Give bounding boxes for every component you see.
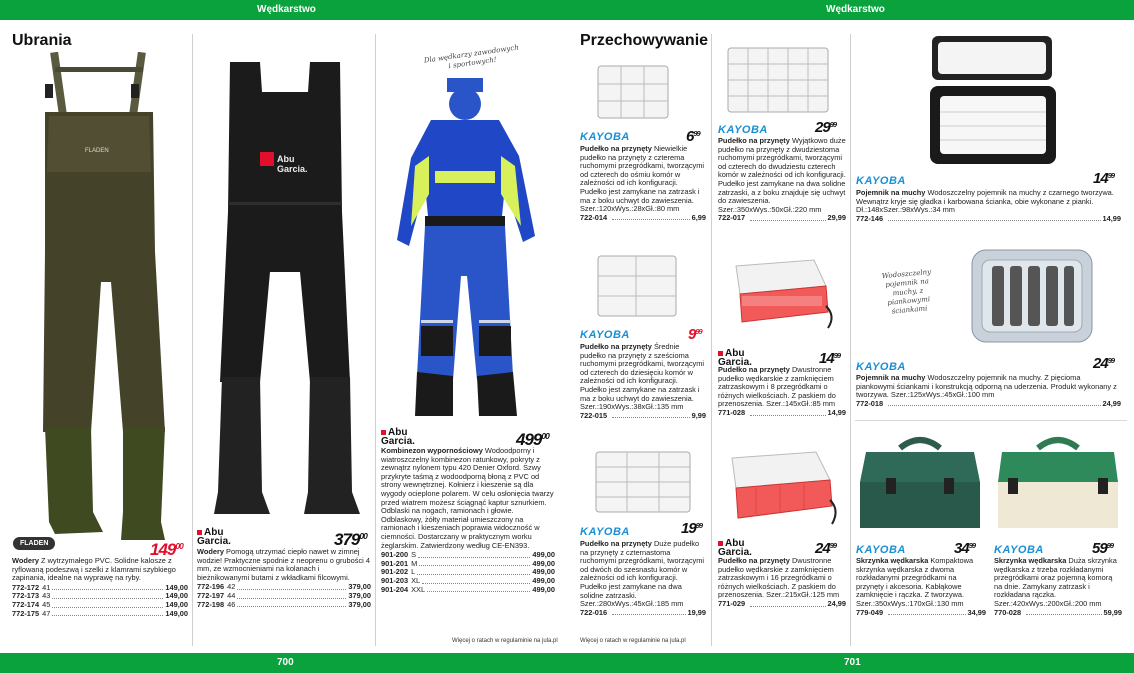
table-row: 779-049 34,99 — [856, 607, 986, 617]
installments-note: Więcej o ratach w regulaminie na jula.pl — [580, 638, 686, 644]
suit-price: $499^{00}$ — [516, 430, 549, 449]
svg-text:Abu: Abu — [277, 154, 295, 164]
box2-info: Pudełko na przynęty Średnie pudełko na przynęty z sześcioma ruchomymi przegródkami, tworzącymi od czterech do dziesięciu komór w zależności od ich konfiguracji. Pudełko jest zamykane na zatrzask i ma z boku uchwyt do zawieszenia. Szer.:190xWys.:38xGł.:135 mm 722-015 9,99 — [580, 342, 706, 420]
column-divider — [192, 34, 193, 646]
suit-handwritten-note: Dla wędkarzy zawodowych i sportowych! — [423, 43, 520, 71]
kayoba-logo: KAYOBA — [994, 544, 1044, 556]
fly-box-black-image — [928, 34, 1058, 166]
kayoba-logo: KAYOBA — [580, 131, 630, 143]
table-row: 771-028 14,99 — [718, 407, 846, 417]
flotation-suit-image — [395, 76, 545, 422]
svg-text:Garcia.: Garcia. — [277, 164, 308, 174]
fly-box-foam-image — [970, 248, 1094, 344]
fladen-logo: FLADEN — [13, 537, 55, 550]
fly1-info: Pojemnik na muchy Wodoszczelny pojemnik na muchy z czarnego tworzywa. Wewnątrz kryje się gładka i karbowana ścianka, obie wykonane z pianki. Dł.:148xSzer.:98xWys.:34 mm 772-146 14,99 — [856, 188, 1121, 223]
table-row: 772-018 24,99 — [856, 398, 1121, 408]
box4-info: Pudełko na przynęty Wyjątkowo duże pudełko na przynęty z dwudziestoma ruchomymi przegródkami, tworzącymi od czterech do dwudziestu czterech komór w zależności od ich konfiguracji. Pudełko jest zamykane na dwa solidne zatrzaski, a z boku znajduje się uchwyt do zawieszenia. Szer.:350xWys.:50xGł.:220 mm 722-017 29,99 — [718, 136, 846, 223]
table-row: 901-203 XL 499,00 — [381, 575, 555, 585]
page-number-left: 700 — [277, 657, 294, 668]
table-row: 901-201 M 499,00 — [381, 558, 555, 568]
abu-garcia-logo: Abu Garcia. — [197, 527, 231, 547]
tackle2-price: $59^{99}$ — [1092, 540, 1114, 557]
box5-info: Pudełko na przynęty Dwustronne pudełko wędkarskie z zamknięciem zatrzaskowym i 8 przegródkami o różnych wielkościach. Z paskiem do przenoszenia. Szer.:145xGł.:85 mm 771-028 14,99 — [718, 365, 846, 417]
table-row: 770-028 59,99 — [994, 607, 1122, 617]
section-title-clothing: Ubrania — [12, 32, 72, 49]
kayoba-logo: KAYOBA — [856, 544, 906, 556]
box2-price: $9^{99}$ — [688, 326, 702, 343]
tackle2-info: Skrzynka wędkarska Duża skrzynka wędkarska z trzeba rozkładanymi przegródkami oraz pojemną komorą na dnie. Zamykany zatrzask i rozkładana rączka. Szer.:420xWys.:200xGł.:200 mm 770-028 59,99 — [994, 556, 1122, 617]
table-row: 722-015 9,99 — [580, 410, 706, 420]
column-divider — [850, 34, 851, 646]
installments-note: Więcej o ratach w regulaminie na jula.pl — [452, 638, 558, 644]
footer-band — [0, 653, 1134, 673]
lure-box-xl-image — [726, 46, 830, 114]
header-category-left: Wędkarstwo — [257, 4, 316, 15]
table-row: 901-200 S 499,00 — [381, 550, 555, 560]
kayoba-logo: KAYOBA — [580, 329, 630, 341]
table-row: 772-198 46 379,00 — [197, 599, 371, 609]
table-row: 772-196 42 379,00 — [197, 582, 371, 592]
pvc-waders-price: $149^{00}$ — [150, 540, 183, 559]
box3-price: $19^{99}$ — [681, 520, 703, 537]
box1-info: Pudełko na przynęty Niewielkie pudełko na przynęty z czterema ruchomymi przegródkami, tworzącymi od czterech do ośmiu komór w zależności od ich konfiguracji. Pudełko jest zamykane na zatrzask i ma z boku uchwyt do zawieszenia. Szer.:120xWys.:28xGł.:80 mm 722-014 6,99 — [580, 144, 706, 222]
kayoba-logo: KAYOBA — [718, 124, 768, 136]
box1-price: $6^{99}$ — [686, 128, 700, 145]
svg-text:FLADEN: FLADEN — [85, 148, 109, 154]
table-row: 772-174 45 149,00 — [12, 599, 188, 609]
double-sided-box-small-image — [728, 256, 840, 336]
abu-garcia-logo: Abu Garcia. — [718, 538, 752, 558]
tackle-box-green-image — [856, 432, 984, 532]
column-divider — [711, 34, 712, 646]
box3-info: Pudełko na przynęty Duże pudełko na przynęty z czternastoma ruchomymi przegródkami, tworzącymi od dwóch do szesnastu komór w zależności od ich konfiguracji. Pudełko jest zamykane na dwa solidne zatrzaski. Szer.:280xWys.:45xGł.:185 mm 722-016 19,99 — [580, 539, 706, 617]
double-sided-box-large-image — [726, 448, 842, 530]
tackle1-info: Skrzynka wędkarska Kompaktowa skrzynka wędkarska z dwoma rozkładanymi przegródkami na przynęty i akcesoria. Kabłąkowe zamknięcie i rączka. Z tworzywa. Szer.:350xWys.:170xGł.:130 mm 779-049 34,99 — [856, 556, 986, 617]
kayoba-logo: KAYOBA — [580, 526, 630, 538]
tackle-box-white-image — [994, 432, 1122, 532]
pvc-waders-image — [15, 52, 185, 542]
column-divider — [375, 34, 376, 646]
pvc-waders-info: Wodery Z wytrzymałego PVC. Solidne kalosze z ryflowaną podeszwą i szelki z klamrami szybkiego zapinania, idealne na wyprawę na ryby. 772-172 41 149,00 772-173 43 149,00 772-174 45 149,00 772-175 47 149,00 — [12, 556, 188, 618]
table-row: 901-202 L 499,00 — [381, 567, 555, 577]
kayoba-logo: KAYOBA — [856, 361, 906, 373]
fly2-info: Pojemnik na muchy Wodoszczelny pojemnik na muchy. Z pięcioma piankowymi ściankami i konstrukcją odporną na uderzenia. Produkt wykonany z tworzywa. Szer.:125xWys.:45xGł.:100 mm 772-018 24,99 — [856, 373, 1121, 408]
lure-box-medium-image — [596, 254, 678, 318]
tackle1-price: $34^{99}$ — [954, 540, 976, 557]
table-row: 722-014 6,99 — [580, 212, 706, 222]
table-row: 772-175 47 149,00 — [12, 608, 188, 618]
table-row: 772-197 44 379,00 — [197, 590, 371, 600]
box6-price: $24^{99}$ — [815, 540, 837, 557]
table-row: 772-146 14,99 — [856, 213, 1121, 223]
lure-box-large-image — [594, 450, 692, 514]
table-row: 772-172 41 149,00 — [12, 582, 188, 592]
neoprene-waders-image — [200, 52, 370, 522]
neoprene-waders-price: $379^{00}$ — [334, 530, 367, 549]
table-row: 771-029 24,99 — [718, 598, 846, 608]
neoprene-waders-info: Wodery Pomogą utrzymać ciepło nawet w zimnej wodzie! Praktyczne spodnie z neoprenu o grubości 4 mm, ze wzmocnieniami na kolanach i bieżnikowanymi butami z wkładkami filcowymi. 772-196 42 379,00 772-197 44 379,00 772-198 46 379,00 — [197, 547, 371, 609]
table-row: 722-016 19,99 — [580, 607, 706, 617]
kayoba-logo: KAYOBA — [856, 175, 906, 187]
row-divider — [855, 420, 1127, 421]
header-band — [0, 0, 1134, 20]
box5-price: $14^{99}$ — [819, 350, 841, 367]
box6-info: Pudełko na przynęty Dwustronne pudełko wędkarskie z zamknięciem zatrzaskowym i 16 przegródkami o różnych wielkościach. Z paskiem do przenoszenia. Szer.:215xGł.:125 mm 771-029 24,99 — [718, 556, 846, 608]
table-row: 901-204 XXL 499,00 — [381, 584, 555, 594]
table-row: 772-173 43 149,00 — [12, 591, 188, 601]
table-row: 722-017 29,99 — [718, 213, 846, 223]
lure-box-small-image — [596, 64, 670, 120]
suit-info: Kombinezon wypornościowy Wodoodporny i wiatroszczelny kombinezon ratunkowy, pokryty z zewnątrz nylonem typu 420 Denier Oxford. Szwy przykryte taśmą z wodoodporną błoną z PVC od strony wewnętrznej. Kołnierz i kieszenie są dla wygody ocieplone polarem. W celu osłonięcia twarzy przed wiatrem możesz ściągnąć kaptur sznurkiem. Odblaski na nogach, ramionach i głowie. Odblaskowy, żółty materiał umieszczony na ramionach i kieszeniach poprawia widoczność w ciemności. Dostarczany w praktycznym worku żeglarskim. Zatwierdzony według CE-EN393. 901-200 S 499,00 901-201 M 499,00 901-202 L 499,00 901-203 XL 499,00 901-204 XXL 499,00 — [381, 446, 555, 594]
abu-garcia-logo: Abu Garcia. — [381, 427, 415, 447]
section-title-storage: Przechowywanie — [580, 32, 709, 49]
fly2-price: $24^{99}$ — [1093, 355, 1115, 372]
header-category-right: Wędkarstwo — [826, 4, 885, 15]
page-number-right: 701 — [844, 657, 861, 668]
box4-price: $29^{99}$ — [815, 119, 837, 136]
fly1-price: $14^{99}$ — [1093, 170, 1115, 187]
abu-garcia-logo: Abu Garcia. — [718, 348, 752, 368]
fly-box-handwritten-note: Wodoszczelny pojemnik na muchy, z piankowymi ściankami — [881, 267, 932, 316]
